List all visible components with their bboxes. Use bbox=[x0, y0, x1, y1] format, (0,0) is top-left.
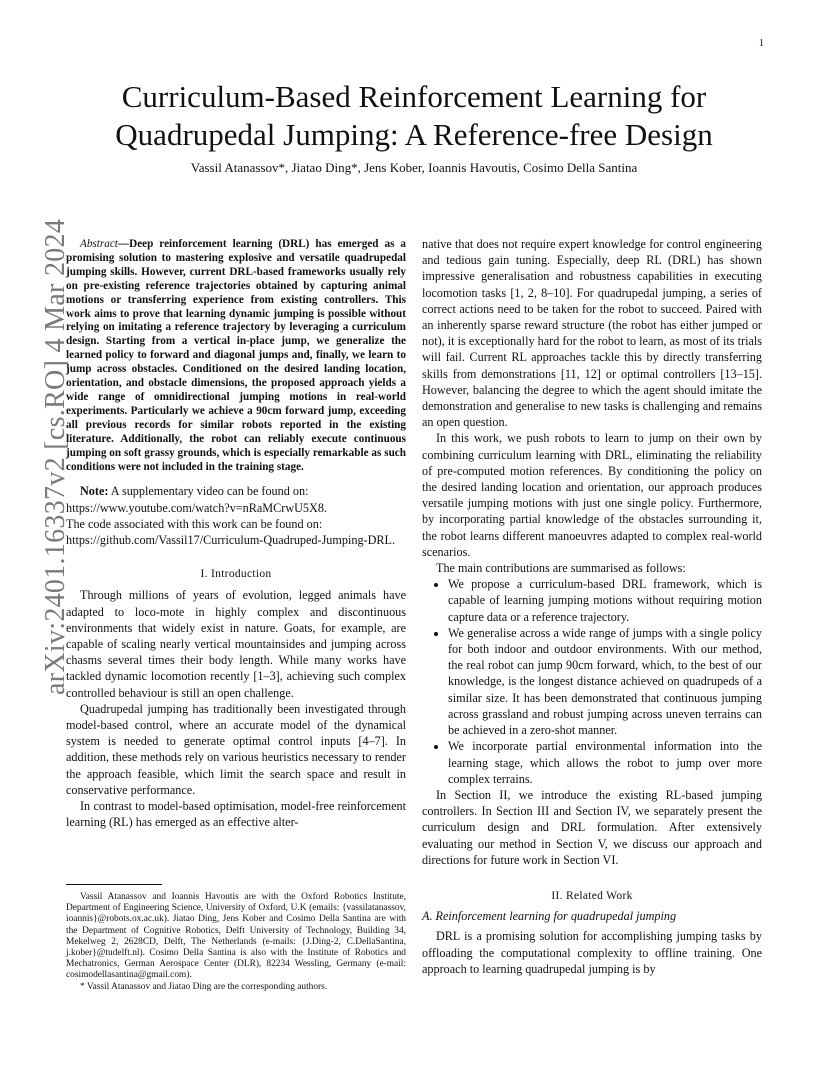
arxiv-stamp: arXiv:2401.16337v2 [cs.RO] 4 Mar 2024 bbox=[40, 218, 71, 695]
right-column bbox=[422, 236, 762, 977]
abstract bbox=[66, 238, 406, 474]
author-list: Vassil Atanassov*, Jiatao Ding*, Jens Kober, Ioannis Havoutis, Cosimo Della Santina bbox=[190, 160, 638, 175]
left-column bbox=[66, 238, 406, 830]
footnotes bbox=[66, 892, 406, 993]
note-video: A supplementary video can be found on: https://www.youtube.com/watch?v=nRaMCrwU5X8. bbox=[66, 484, 327, 515]
subsection-heading-a: A. Reinforcement learning for quadrupedal jumping bbox=[422, 909, 677, 924]
right-paragraph-1: native that does not require expert knowledge for control engineering and tedious gain tuning. Especially, deep RL (DRL) has shown impressive generalisation and robustness capabilities in executing locomotion tasks [1, 2, 8–10]. For quadrupedal jumping, a series of correct actions need to be taken for the robot to succeed. Paired with an inherently sparse reward structure (the robot has either jumped or not), it is exceptionally hard for the robot to learn, as most of its trials will fail. Current RL approaches tackle this by directly transferring skills from demonstrations [11, 12] or optimal controllers [13–15]. However, balancing the degree to which the agent should imitate the demonstration and generalise to new tasks is challenging and remains an open question. bbox=[422, 237, 762, 430]
abstract-text: —Deep reinforcement learning (DRL) has emerged as a promising solution to mastering explosive and versatile quadrupedal jumping skills. However, current DRL-based frameworks usually rely on pre-existing reference trajectories obtained by capturing animal motions or transferring experience from existing controllers. This work aims to prove that learning dynamic jumping is possible without relying on imitating a reference trajectory by leveraging a curriculum design. Starting from a vertical in-place jump, we generalize the learned policy to forward and diagonal jumps and, finally, we learn to jump across obstacles. Conditioned on the desired landing location, orientation, and obstacle dimensions, the proposed approach yields a wide range of omnidirectional jumping motions in real-world experiments. Particularly we achieve a 90cm forward jump, exceeding all previous records for similar robots reported in the existing literature. Additionally, the robot can reliably execute continuous jumping on soft grassy grounds, which is especially remarkable as such conditions were not included in the training stage. bbox=[66, 238, 406, 473]
note-block bbox=[66, 483, 406, 548]
right-paragraph-5: DRL is a promising solution for accomplishing jumping tasks by offloading the computational complexity to offline training. One approach to learning quadrupedal jumping is by bbox=[422, 929, 762, 976]
contributions-list bbox=[422, 576, 762, 787]
footnote-rule bbox=[66, 884, 162, 885]
intro-paragraph-3: In contrast to model-based optimisation, model-free reinforcement learning (RL) has emerged as an effective alter- bbox=[66, 799, 406, 830]
corresponding-author-footnote: * Vassil Atanassov and Jiatao Ding are the corresponding authors. bbox=[80, 981, 328, 992]
title-line-2: Quadrupedal Jumping: A Reference-free Design bbox=[115, 117, 713, 152]
paper-title bbox=[0, 78, 828, 154]
right-paragraph-4: In Section II, we introduce the existing RL-based jumping controllers. In Section III and Section IV, we separately present the curriculum design and DRL formulation. After extensively evaluating our method in Section V, we discuss our approach and directions for future work in Section VI. bbox=[422, 787, 762, 867]
intro-paragraph-1: Through millions of years of evolution, legged animals have adapted to loco-mote in highly complex and discontinuous environments that widely exist in nature. Goats, for example, are capable of scaling nearly vertical mountainsides and jumping across chasms several times their body length. While many works have tackled dynamic locomotion recently [1–3], achieving such complex controlled behaviour is still an open challenge. bbox=[66, 588, 406, 700]
abstract-label: Abstract bbox=[80, 238, 118, 250]
section-heading-introduction: I. Introduction bbox=[200, 568, 272, 581]
contribution-item: • We generalise across a wide range of jumps with a single policy for both indoor and outdoor environments. With our method, the real robot can jump 90cm forward, which, to the best of our knowledge, is the longest distance achieved on quadrupeds of a similar size. It has been demonstrated that continuous jumping across grassland and robust jumping across uneven terrains can be achieved in a zero-shot manner. bbox=[448, 625, 762, 738]
contribution-item: • We incorporate partial environmental information into the learning stage, which allows the robot to jump over more complex terrains. bbox=[448, 738, 762, 787]
section-heading-related-work: II. Related Work bbox=[551, 889, 633, 902]
contributions-intro: The main contributions are summarised as follows: bbox=[436, 561, 686, 576]
contribution-item: • We propose a curriculum-based DRL framework, which is capable of learning jumping motions without requiring motion capture data or a reference trajectory. bbox=[448, 576, 762, 625]
page-number: 1 bbox=[759, 38, 764, 49]
note-code: The code associated with this work can be found on: https://github.com/Vassil17/Curriculum-Quadruped-Jumping-DRL. bbox=[66, 516, 396, 548]
note-label: Note: bbox=[80, 484, 109, 499]
intro-paragraph-2: Quadrupedal jumping has traditionally been investigated through model-based control, where an accurate model of the dynamical system is needed to generate optimal control inputs [4–7]. In addition, these methods rely on various heuristics necessary to render the approach feasible, which limit the search space and result in conservative performance. bbox=[66, 701, 406, 797]
title-line-1: Curriculum-Based Reinforcement Learning for bbox=[121, 79, 707, 114]
right-paragraph-2: In this work, we push robots to learn to jump on their own by combining curriculum learning with DRL, eliminating the reliability of pre-computed motion references. By conditioning the policy on the desired landing location and orientation, our approach produces versatile jumping motions with just one single policy. Furthermore, by incorporating partial knowledge of the obstacles surrounding it, the robot learns different manoeuvres adapted to complex real-world scenarios. bbox=[422, 431, 762, 559]
affiliation-footnote: Vassil Atanassov and Ioannis Havoutis are with the Oxford Robotics Institute, Department of Engineering Science, University of Oxford, U.K (emails: {vassilatanassov, ioannis}@robots.ox.ac.uk). Jiatao Ding, Jens Kober and Cosimo Della Santina are with the Department of Cognitive Robotics, Delft University of Technology, Building 34, Mekelweg 2, 2628CD, Delft, The Netherlands (e-mails: {J.Ding-2, C.DellaSantina, j.kober}@tudelft.nl). Cosimo Della Santina is also with the Institute of Robotics and Mechatronics, German Aerospace Center (DLR), 82234 Wessling, Germany (e-mail: cosimodellasantina@gmail.com). bbox=[66, 892, 406, 981]
